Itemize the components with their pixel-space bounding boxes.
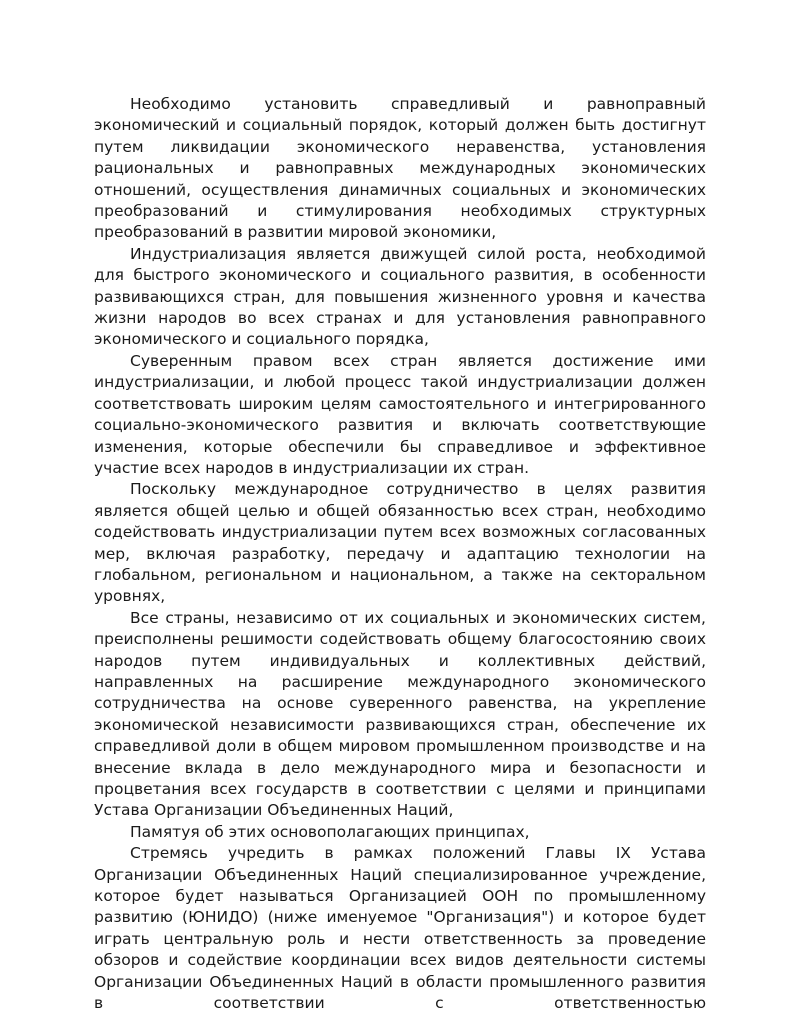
paragraph-3: Суверенным правом всех стран является достижение ими индустриализации, и любой процесс такой индустриализации должен соответствовать широким целям самостоятельного и интегрированного социально-экономического развития и включать соответствующие изменения, которые обеспечили бы справедливое и эффективное участие всех народов в индустриализации их стран.: [94, 351, 706, 477]
document-body: [94, 94, 706, 1014]
paragraph-1: Необходимо установить справедливый и равноправный экономический и социальный порядок, который должен быть достигнут путем ликвидации экономического неравенства, установления рациональных и равноправных международных экономических отношений, осуществления динамичных социальных и экономических преобразований и стимулирования необходимых структурных преобразований в развитии мировой экономики,: [94, 95, 706, 242]
paragraph-6: Памятуя об этих основополагающих принципах,: [130, 822, 530, 841]
paragraph-4: Поскольку международное сотрудничество в целях развития является общей целью и общей обязанностью всех стран, необходимо содействовать индустриализации путем всех возможных согласованных мер, включая разработку, передачу и адаптацию технологии на глобальном, региональном и национальном, а также на секторальном уровнях,: [94, 480, 706, 606]
paragraph-7: Стремясь учредить в рамках положений Главы IX Устава Организации Объединенных Наций специализированное учреждение, которое будет называться Организацией ООН по промышленному развитию (ЮНИДО) (ниже именуемое "Организация") и которое будет играть центральную роль и нести ответственность за проведение обзоров и содействие координации всех видов деятельности системы Организации Объединенных Наций в области промышленного развития в соответствии с ответственностью: [94, 844, 706, 1013]
paragraph-2: Индустриализация является движущей силой роста, необходимой для быстрого экономического и социального развития, в особенности развивающихся стран, для повышения жизненного уровня и качества жизни народов во всех странах и для установления равноправного экономического и социального порядка,: [94, 244, 706, 349]
paragraph-5: Все страны, независимо от их социальных и экономических систем, преисполнены решимости содействовать общему благосостоянию своих народов путем индивидуальных и коллективных действий, направленных на расширение международного экономического сотрудничества на основе суверенного равенства, на укрепление экономической независимости развивающихся стран, обеспечение их справедливой доли в общем мировом промышленном производстве и на внесение вклада в дело международного мира и безопасности и процветания всех государств в соответствии с целями и принципами Устава Организации Объединенных Наций,: [94, 608, 706, 820]
